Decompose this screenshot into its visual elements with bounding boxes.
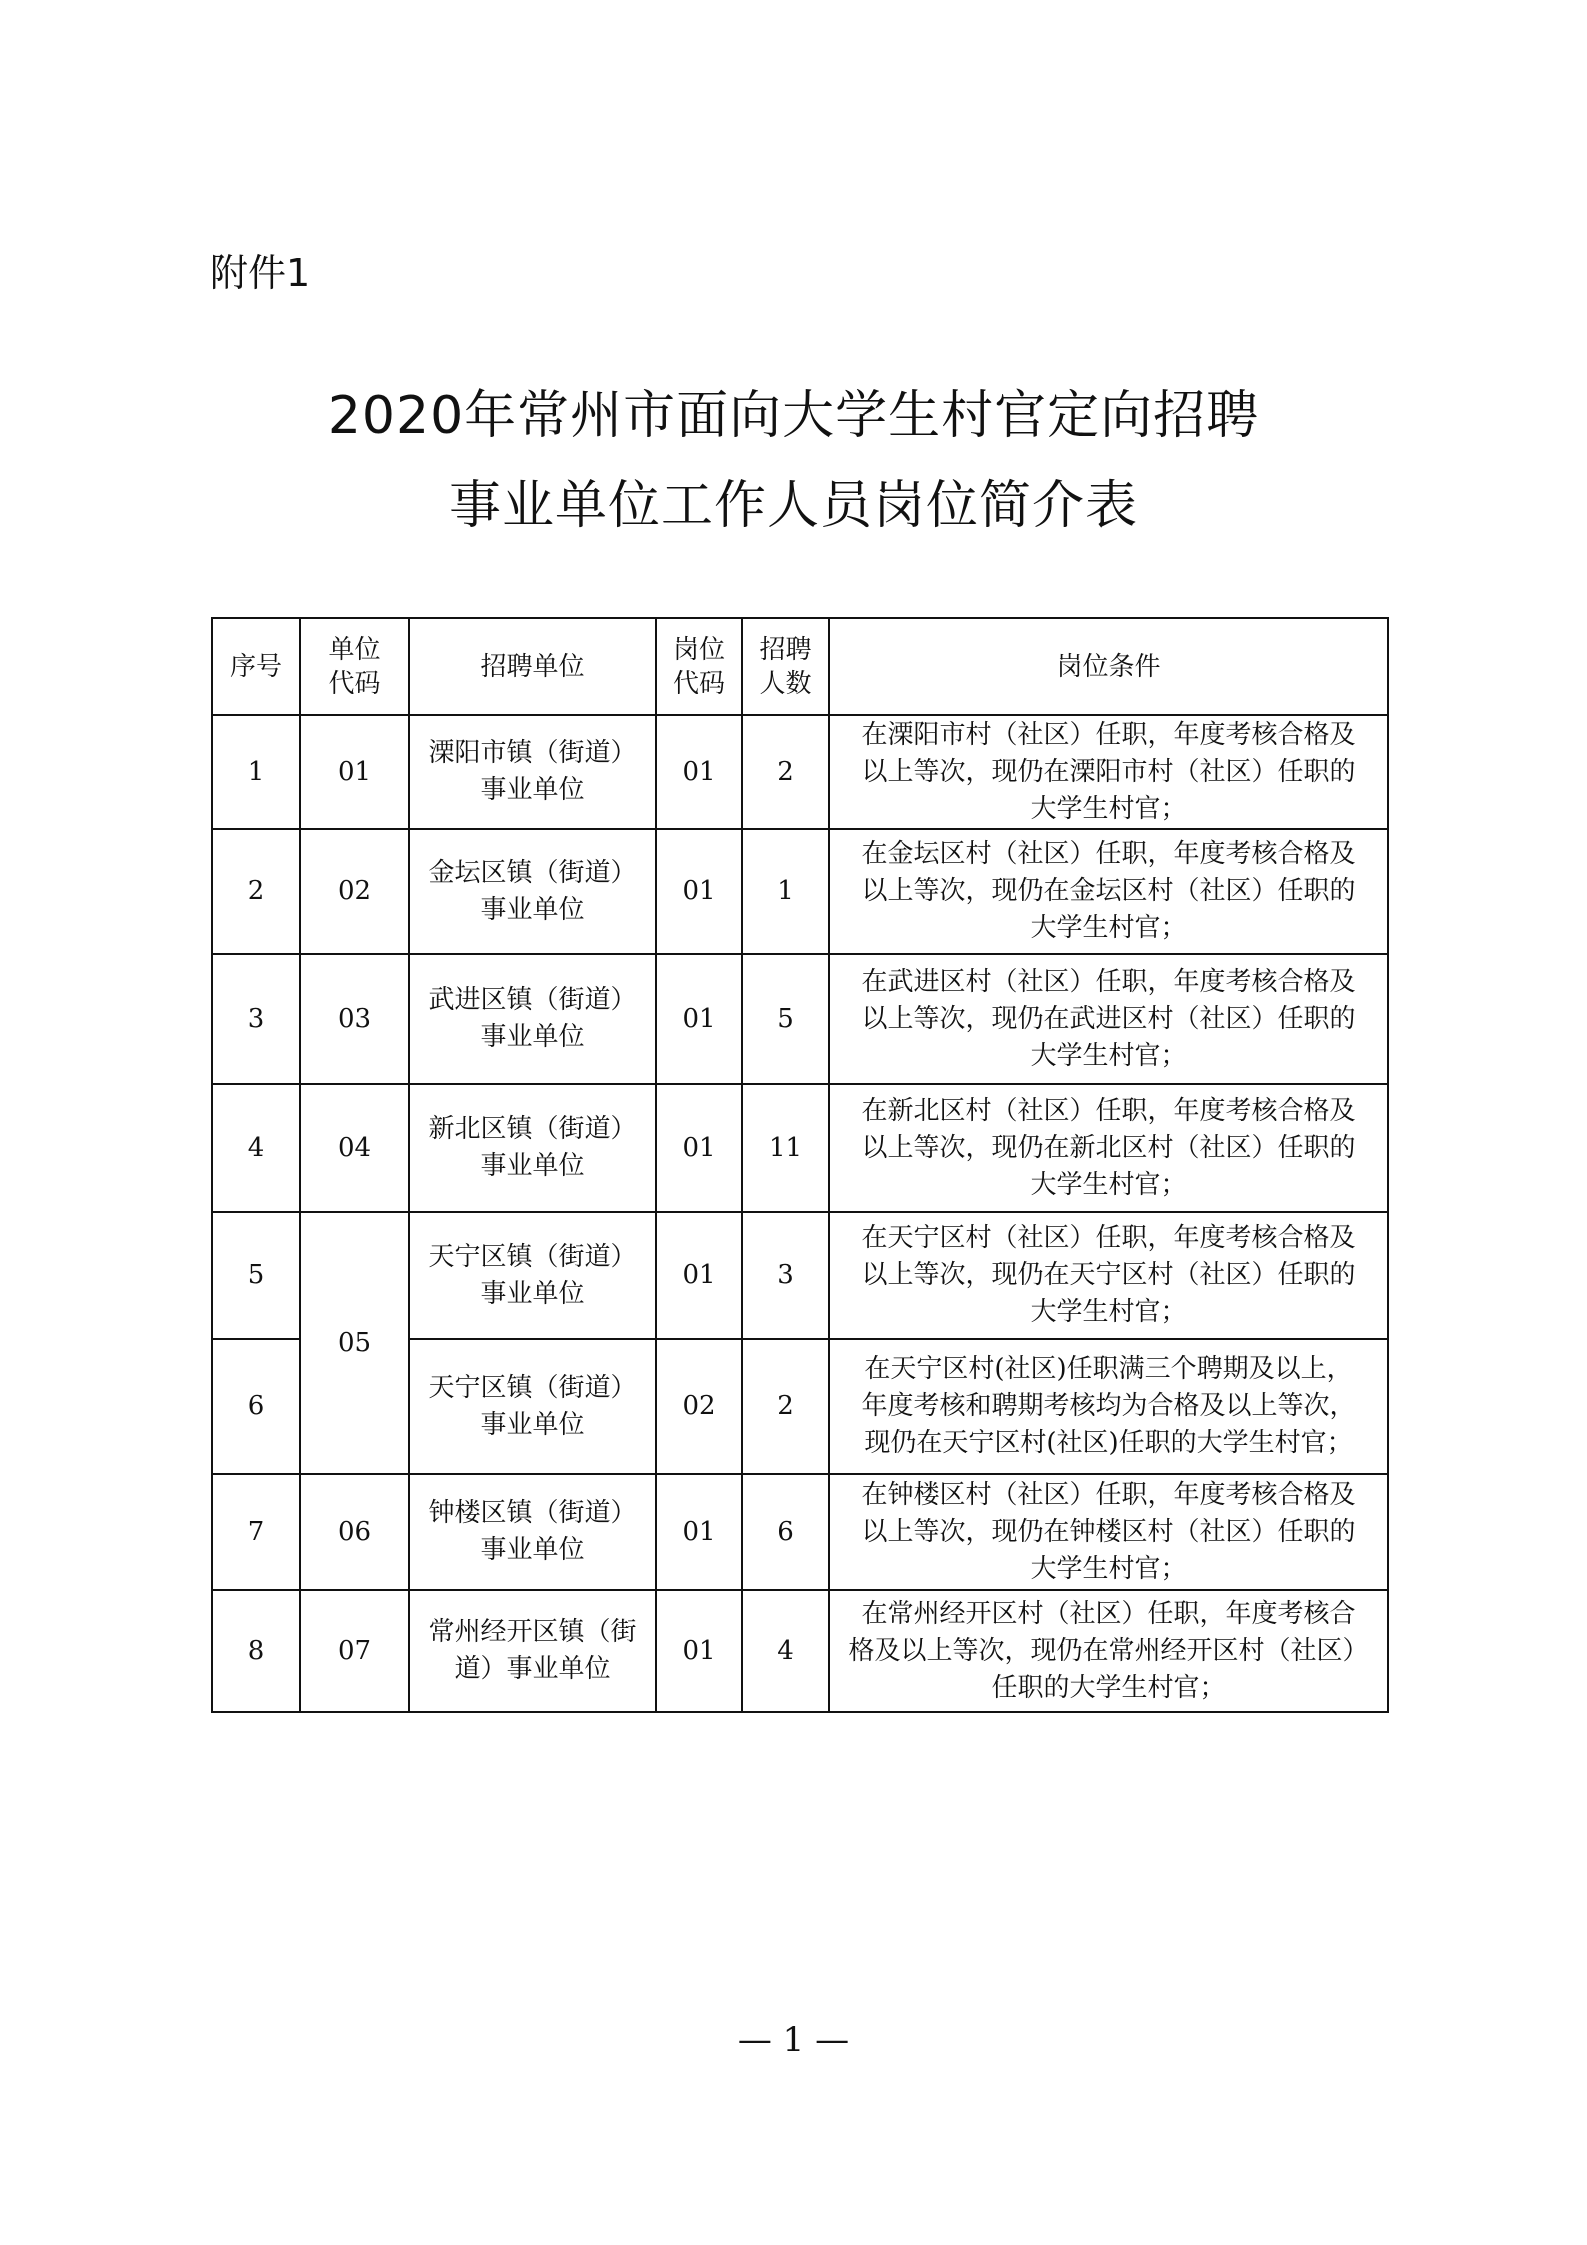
cell-unit-code: 05	[300, 1212, 409, 1474]
condition-line: 现仍在天宁区村(社区)任职的大学生村官；	[864, 1428, 1353, 1458]
cell-post-code: 01	[656, 1590, 742, 1712]
cell-count: 4	[742, 1590, 829, 1712]
table-row	[212, 954, 1388, 1084]
condition-line: 大学生村官；	[1030, 1297, 1187, 1327]
condition-line: 以上等次，现仍在武进区村（社区）任职的	[861, 1003, 1356, 1034]
cell-unit-line: 金坛区镇（街道）	[428, 857, 637, 888]
cell-unit-line: 事业单位	[480, 775, 585, 805]
cell-seq: 8	[212, 1590, 300, 1712]
condition-line: 在金坛区村（社区）任职，年度考核合格及	[861, 839, 1356, 869]
cell-seq: 6	[212, 1339, 300, 1474]
cell-unit-line: 常州经开区镇（街	[428, 1617, 637, 1647]
cell-unit-line: 事业单位	[480, 1278, 585, 1309]
table-row	[212, 1474, 1388, 1590]
cell-unit	[409, 1084, 656, 1212]
cell-conditions	[829, 954, 1388, 1084]
cell-seq: 3	[212, 954, 300, 1084]
document-title-line-1: 2020年常州市面向大学生村官定向招聘	[327, 386, 1260, 446]
cell-count: 11	[742, 1084, 829, 1212]
table-header-row	[212, 618, 1388, 715]
cell-unit	[409, 1590, 656, 1712]
cell-unit-line: 事业单位	[480, 1409, 585, 1440]
cell-seq: 7	[212, 1474, 300, 1590]
cell-unit	[409, 1474, 656, 1590]
cell-unit-line: 事业单位	[480, 1151, 585, 1181]
cell-conditions	[829, 1474, 1388, 1590]
condition-line: 大学生村官；	[1030, 1040, 1187, 1071]
cell-conditions	[829, 1590, 1388, 1712]
cell-count: 6	[742, 1474, 829, 1590]
attachment-label: 附件1	[210, 251, 311, 295]
cell-post-code: 01	[656, 1084, 742, 1212]
positions-table	[211, 617, 1389, 1713]
condition-line: 以上等次，现仍在天宁区村（社区）任职的	[861, 1260, 1356, 1290]
cell-unit	[409, 1212, 656, 1339]
cell-unit-line: 天宁区镇（街道）	[428, 1372, 637, 1403]
table-row	[212, 1590, 1388, 1712]
condition-line: 大学生村官；	[1030, 793, 1187, 824]
table-row	[212, 1212, 1388, 1339]
cell-seq: 4	[212, 1084, 300, 1212]
condition-line: 以上等次，现仍在金坛区村（社区）任职的	[861, 876, 1356, 906]
condition-line: 在新北区村（社区）任职，年度考核合格及	[861, 1095, 1356, 1126]
condition-line: 年度考核和聘期考核均为合格及以上等次，	[861, 1391, 1356, 1421]
condition-line: 任职的大学生村官；	[991, 1672, 1226, 1703]
cell-unit-code: 02	[300, 829, 409, 954]
cell-unit-code: 03	[300, 954, 409, 1084]
header-unit-code	[300, 618, 409, 715]
condition-line: 以上等次，现仍在新北区村（社区）任职的	[861, 1132, 1356, 1163]
header-count-line2: 人数	[759, 668, 812, 699]
header-post-code	[656, 618, 742, 715]
header-unit-code-line2: 代码	[328, 668, 381, 699]
condition-line: 在天宁区村（社区）任职，年度考核合格及	[861, 1223, 1356, 1253]
cell-unit-line: 道）事业单位	[454, 1654, 611, 1684]
cell-unit	[409, 954, 656, 1084]
cell-unit-code: 01	[300, 715, 409, 829]
condition-line: 格及以上等次，现仍在常州经开区村（社区）	[848, 1635, 1369, 1666]
cell-conditions	[829, 1339, 1388, 1474]
header-post-code-line1: 岗位	[672, 634, 725, 665]
header-conditions: 岗位条件	[829, 618, 1388, 715]
header-post-code-line2: 代码	[672, 668, 725, 699]
document-title-line-2: 事业单位工作人员岗位简介表	[448, 476, 1138, 536]
condition-line: 大学生村官；	[1030, 1553, 1187, 1584]
condition-line: 以上等次，现仍在溧阳市村（社区）任职的	[861, 756, 1356, 787]
cell-post-code: 01	[656, 954, 742, 1084]
condition-line: 在武进区村（社区）任职，年度考核合格及	[861, 966, 1356, 997]
header-unit-code-line1: 单位	[328, 634, 381, 665]
condition-line: 在钟楼区村（社区）任职，年度考核合格及	[861, 1479, 1356, 1510]
cell-unit-line: 事业单位	[480, 1535, 585, 1565]
cell-post-code: 01	[656, 1212, 742, 1339]
cell-conditions	[829, 715, 1388, 829]
header-count	[742, 618, 829, 715]
page-number: — 1 —	[737, 2020, 850, 2060]
cell-seq: 2	[212, 829, 300, 954]
cell-unit-code: 06	[300, 1474, 409, 1590]
cell-count: 5	[742, 954, 829, 1084]
cell-unit-line: 天宁区镇（街道）	[428, 1241, 637, 1272]
header-seq: 序号	[212, 618, 300, 715]
cell-unit-line: 事业单位	[480, 1022, 585, 1052]
condition-line: 大学生村官；	[1030, 1169, 1187, 1200]
cell-unit-code: 07	[300, 1590, 409, 1712]
cell-count: 3	[742, 1212, 829, 1339]
cell-seq: 5	[212, 1212, 300, 1339]
condition-line: 在常州经开区村（社区）任职，年度考核合	[861, 1598, 1356, 1629]
header-count-line1: 招聘	[759, 634, 812, 665]
condition-line: 在天宁区村(社区)任职满三个聘期及以上，	[864, 1354, 1353, 1384]
cell-unit-line: 武进区镇（街道）	[428, 985, 637, 1015]
cell-unit-line: 事业单位	[480, 894, 585, 925]
condition-line: 在溧阳市村（社区）任职，年度考核合格及	[861, 719, 1356, 750]
cell-post-code: 01	[656, 1474, 742, 1590]
table-row	[212, 1084, 1388, 1212]
condition-line: 大学生村官；	[1030, 913, 1187, 943]
cell-post-code: 02	[656, 1339, 742, 1474]
table-row	[212, 829, 1388, 954]
cell-unit	[409, 829, 656, 954]
table-row	[212, 715, 1388, 829]
cell-post-code: 01	[656, 715, 742, 829]
cell-unit-line: 溧阳市镇（街道）	[428, 738, 637, 768]
cell-unit-line: 钟楼区镇（街道）	[428, 1498, 637, 1528]
cell-count: 1	[742, 829, 829, 954]
cell-count: 2	[742, 715, 829, 829]
cell-conditions	[829, 1084, 1388, 1212]
cell-conditions	[829, 829, 1388, 954]
cell-conditions	[829, 1212, 1388, 1339]
cell-post-code: 01	[656, 829, 742, 954]
cell-unit-line: 新北区镇（街道）	[428, 1114, 637, 1144]
cell-unit	[409, 715, 656, 829]
cell-count: 2	[742, 1339, 829, 1474]
cell-seq: 1	[212, 715, 300, 829]
header-unit: 招聘单位	[409, 618, 656, 715]
cell-unit-code: 04	[300, 1084, 409, 1212]
condition-line: 以上等次，现仍在钟楼区村（社区）任职的	[861, 1516, 1356, 1547]
cell-unit	[409, 1339, 656, 1474]
